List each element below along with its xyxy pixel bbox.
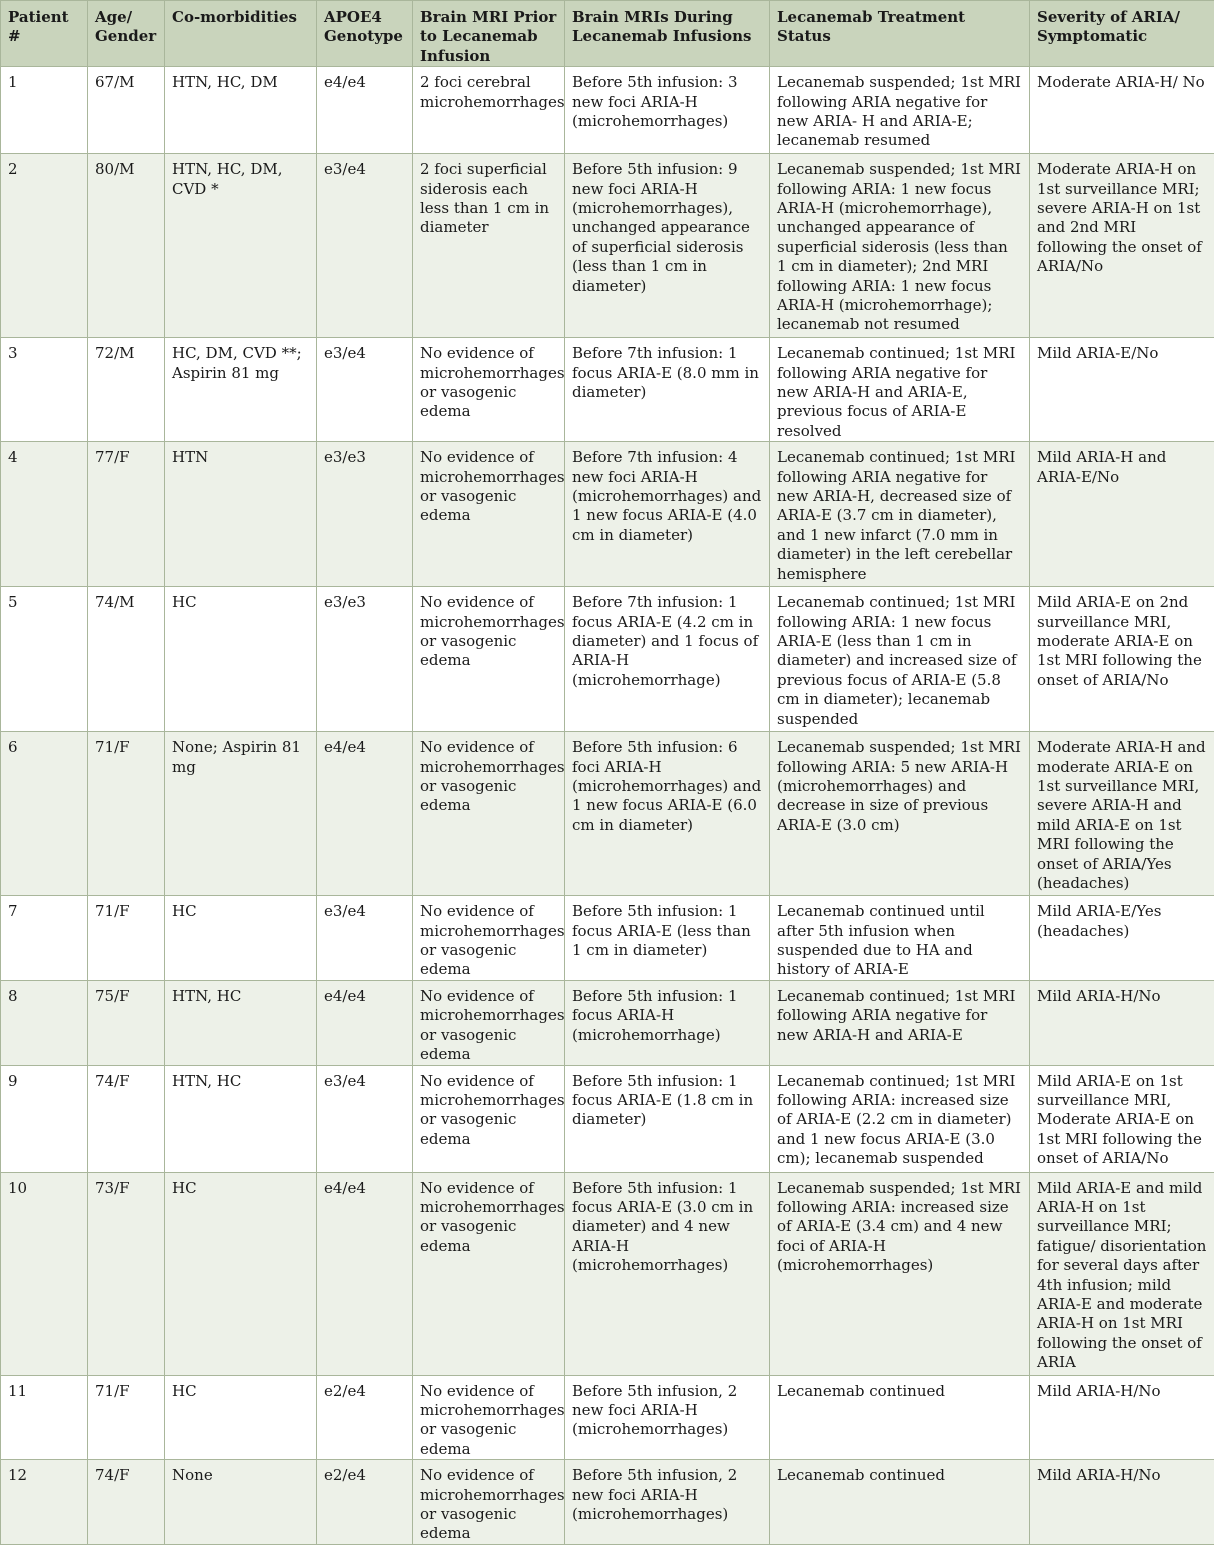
cell-severity: Moderate ARIA-H and moderate ARIA-E on 1st surveillance MRI, severe ARIA-H and mild ARIA-E on 1st MRI following the onset of ARIA/Yes (headaches) [1030, 732, 1214, 896]
header-comorbidities: Co-morbidities [165, 1, 317, 67]
table-row [1, 1460, 1214, 1545]
cell-severity: Mild ARIA-H/No [1030, 1375, 1214, 1460]
table-row [1, 732, 1214, 896]
table-header [1, 1, 1214, 67]
table-row [1, 1375, 1214, 1460]
cell-genotype: e3/e4 [317, 1065, 413, 1172]
cell-genotype: e3/e3 [317, 587, 413, 732]
cell-mri-prior: 2 foci cerebral microhemorrhages [413, 67, 565, 154]
cell-comorbidities: HC, DM, CVD **; Aspirin 81 mg [165, 338, 317, 442]
cell-patient: 9 [1, 1065, 88, 1172]
cell-comorbidities: HTN, HC [165, 1065, 317, 1172]
cell-age-gender: 77/F [88, 442, 165, 587]
cell-genotype: e3/e3 [317, 442, 413, 587]
cell-age-gender: 71/F [88, 896, 165, 981]
table-row [1, 1065, 1214, 1172]
cell-genotype: e4/e4 [317, 732, 413, 896]
cell-mri-prior: No evidence of microhemorrhages or vasogenic edema [413, 980, 565, 1065]
cell-genotype: e2/e4 [317, 1460, 413, 1545]
table-row [1, 442, 1214, 587]
cell-patient: 5 [1, 587, 88, 732]
table-body [1, 67, 1214, 1545]
cell-patient: 7 [1, 896, 88, 981]
cell-status: Lecanemab continued until after 5th infusion when suspended due to HA and history of ARIA-E [770, 896, 1030, 981]
table-row [1, 980, 1214, 1065]
cell-patient: 6 [1, 732, 88, 896]
cell-age-gender: 75/F [88, 980, 165, 1065]
table-row [1, 67, 1214, 154]
cell-comorbidities: None [165, 1460, 317, 1545]
table-row [1, 154, 1214, 338]
cell-mri-during: Before 5th infusion, 2 new foci ARIA-H (microhemorrhages) [565, 1375, 770, 1460]
cell-mri-prior: No evidence of microhemorrhages or vasogenic edema [413, 1375, 565, 1460]
header-row [1, 1, 1214, 67]
cell-status: Lecanemab suspended; 1st MRI following ARIA: 1 new focus ARIA-H (microhemorrhage), unchanged appearance of superficial siderosis (less than 1 cm in diameter); 2nd MRI following ARIA: 1 new focus ARIA-H (microhemorrhage); lecanemab not resumed [770, 154, 1030, 338]
cell-age-gender: 74/F [88, 1065, 165, 1172]
cell-status: Lecanemab continued; 1st MRI following ARIA: increased size of ARIA-E (2.2 cm in diameter) and 1 new focus ARIA-E (3.0 cm); lecanemab suspended [770, 1065, 1030, 1172]
cell-patient: 11 [1, 1375, 88, 1460]
cell-severity: Mild ARIA-E and mild ARIA-H on 1st surveillance MRI; fatigue/ disorientation for several days after 4th infusion; mild ARIA-E and moderate ARIA-H on 1st MRI following the onset of ARIA [1030, 1172, 1214, 1375]
table-row [1, 896, 1214, 981]
cell-genotype: e2/e4 [317, 1375, 413, 1460]
cell-age-gender: 74/M [88, 587, 165, 732]
cell-comorbidities: HC [165, 587, 317, 732]
cell-severity: Moderate ARIA-H on 1st surveillance MRI; severe ARIA-H on 1st and 2nd MRI following the onset of ARIA/No [1030, 154, 1214, 338]
cell-age-gender: 67/M [88, 67, 165, 154]
cell-patient: 2 [1, 154, 88, 338]
cell-patient: 10 [1, 1172, 88, 1375]
cell-mri-prior: No evidence of microhemorrhages or vasogenic edema [413, 442, 565, 587]
table-row [1, 1172, 1214, 1375]
cell-mri-prior: 2 foci superficial siderosis each less than 1 cm in diameter [413, 154, 565, 338]
cell-age-gender: 73/F [88, 1172, 165, 1375]
cell-mri-during: Before 7th infusion: 1 focus ARIA-E (8.0 mm in diameter) [565, 338, 770, 442]
cell-age-gender: 74/F [88, 1460, 165, 1545]
header-severity: Severity of ARIA/ Symptomatic [1030, 1, 1214, 67]
cell-mri-during: Before 5th infusion: 6 foci ARIA-H (microhemorrhages) and 1 new focus ARIA-E (6.0 cm in diameter) [565, 732, 770, 896]
cell-status: Lecanemab continued [770, 1460, 1030, 1545]
cell-patient: 1 [1, 67, 88, 154]
cell-severity: Mild ARIA-E on 2nd surveillance MRI, moderate ARIA-E on 1st MRI following the onset of ARIA/No [1030, 587, 1214, 732]
cell-comorbidities: HTN, HC [165, 980, 317, 1065]
cell-severity: Mild ARIA-E on 1st surveillance MRI, Moderate ARIA-E on 1st MRI following the onset of ARIA/No [1030, 1065, 1214, 1172]
header-status: Lecanemab Treatment Status [770, 1, 1030, 67]
cell-comorbidities: HTN, HC, DM [165, 67, 317, 154]
cell-patient: 4 [1, 442, 88, 587]
cell-severity: Mild ARIA-H and ARIA-E/No [1030, 442, 1214, 587]
cell-genotype: e3/e4 [317, 338, 413, 442]
cell-mri-during: Before 5th infusion, 2 new foci ARIA-H (microhemorrhages) [565, 1460, 770, 1545]
cell-mri-during: Before 5th infusion: 1 focus ARIA-H (microhemorrhage) [565, 980, 770, 1065]
header-mri-prior: Brain MRI Prior to Lecanemab Infusion [413, 1, 565, 67]
cell-genotype: e3/e4 [317, 896, 413, 981]
cell-patient: 12 [1, 1460, 88, 1545]
header-age-gender: Age/ Gender [88, 1, 165, 67]
cell-severity: Mild ARIA-E/Yes (headaches) [1030, 896, 1214, 981]
cell-status: Lecanemab continued; 1st MRI following ARIA negative for new ARIA-H, decreased size of ARIA-E (3.7 cm in diameter), and 1 new infarct (7.0 mm in diameter) in the left cerebellar hemisphere [770, 442, 1030, 587]
cell-mri-prior: No evidence of microhemorrhages or vasogenic edema [413, 587, 565, 732]
cell-severity: Mild ARIA-H/No [1030, 1460, 1214, 1545]
cell-mri-prior: No evidence of microhemorrhages or vasogenic edema [413, 1460, 565, 1545]
cell-mri-prior: No evidence of microhemorrhages or vasogenic edema [413, 896, 565, 981]
cell-patient: 8 [1, 980, 88, 1065]
cell-mri-during: Before 5th infusion: 1 focus ARIA-E (1.8 cm in diameter) [565, 1065, 770, 1172]
cell-comorbidities: HC [165, 896, 317, 981]
cell-mri-during: Before 5th infusion: 3 new foci ARIA-H (microhemorrhages) [565, 67, 770, 154]
cell-patient: 3 [1, 338, 88, 442]
header-genotype: APOE4 Genotype [317, 1, 413, 67]
cell-mri-prior: No evidence of microhemorrhages or vasogenic edema [413, 1065, 565, 1172]
cell-genotype: e4/e4 [317, 67, 413, 154]
cell-status: Lecanemab continued; 1st MRI following ARIA negative for new ARIA-H and ARIA-E [770, 980, 1030, 1065]
cell-mri-during: Before 5th infusion: 1 focus ARIA-E (3.0 cm in diameter) and 4 new ARIA-H (microhemorrhages) [565, 1172, 770, 1375]
cell-severity: Mild ARIA-H/No [1030, 980, 1214, 1065]
table-row [1, 338, 1214, 442]
cell-status: Lecanemab suspended; 1st MRI following ARIA: increased size of ARIA-E (3.4 cm) and 4 new foci of ARIA-H (microhemorrhages) [770, 1172, 1030, 1375]
cell-age-gender: 80/M [88, 154, 165, 338]
cell-age-gender: 72/M [88, 338, 165, 442]
cell-status: Lecanemab suspended; 1st MRI following ARIA: 5 new ARIA-H (microhemorrhages) and decrease in size of previous ARIA-E (3.0 cm) [770, 732, 1030, 896]
cell-status: Lecanemab continued; 1st MRI following ARIA: 1 new focus ARIA-E (less than 1 cm in diameter) and increased size of previous focus of ARIA-E (5.8 cm in diameter); lecanemab suspended [770, 587, 1030, 732]
cell-comorbidities: None; Aspirin 81 mg [165, 732, 317, 896]
cell-comorbidities: HTN, HC, DM, CVD * [165, 154, 317, 338]
cell-mri-during: Before 7th infusion: 4 new foci ARIA-H (microhemorrhages) and 1 new focus ARIA-E (4.0 cm in diameter) [565, 442, 770, 587]
cell-mri-during: Before 5th infusion: 9 new foci ARIA-H (microhemorrhages), unchanged appearance of superficial siderosis (less than 1 cm in diameter) [565, 154, 770, 338]
cell-status: Lecanemab continued; 1st MRI following ARIA negative for new ARIA-H and ARIA-E, previous focus of ARIA-E resolved [770, 338, 1030, 442]
header-mri-during: Brain MRIs During Lecanemab Infusions [565, 1, 770, 67]
cell-comorbidities: HC [165, 1375, 317, 1460]
cell-age-gender: 71/F [88, 1375, 165, 1460]
cell-comorbidities: HTN [165, 442, 317, 587]
cell-severity: Mild ARIA-E/No [1030, 338, 1214, 442]
cell-mri-during: Before 7th infusion: 1 focus ARIA-E (4.2 cm in diameter) and 1 focus of ARIA-H (microhemorrhage) [565, 587, 770, 732]
cell-mri-prior: No evidence of microhemorrhages or vasogenic edema [413, 732, 565, 896]
cell-comorbidities: HC [165, 1172, 317, 1375]
cell-status: Lecanemab suspended; 1st MRI following ARIA negative for new ARIA- H and ARIA-E; lecanemab resumed [770, 67, 1030, 154]
cell-genotype: e3/e4 [317, 154, 413, 338]
cell-genotype: e4/e4 [317, 1172, 413, 1375]
table-row [1, 587, 1214, 732]
cell-mri-prior: No evidence of microhemorrhages or vasogenic edema [413, 1172, 565, 1375]
header-patient: Patient # [1, 1, 88, 67]
cell-mri-prior: No evidence of microhemorrhages or vasogenic edema [413, 338, 565, 442]
cell-status: Lecanemab continued [770, 1375, 1030, 1460]
cell-severity: Moderate ARIA-H/ No [1030, 67, 1214, 154]
cell-genotype: e4/e4 [317, 980, 413, 1065]
cell-mri-during: Before 5th infusion: 1 focus ARIA-E (less than 1 cm in diameter) [565, 896, 770, 981]
cell-age-gender: 71/F [88, 732, 165, 896]
